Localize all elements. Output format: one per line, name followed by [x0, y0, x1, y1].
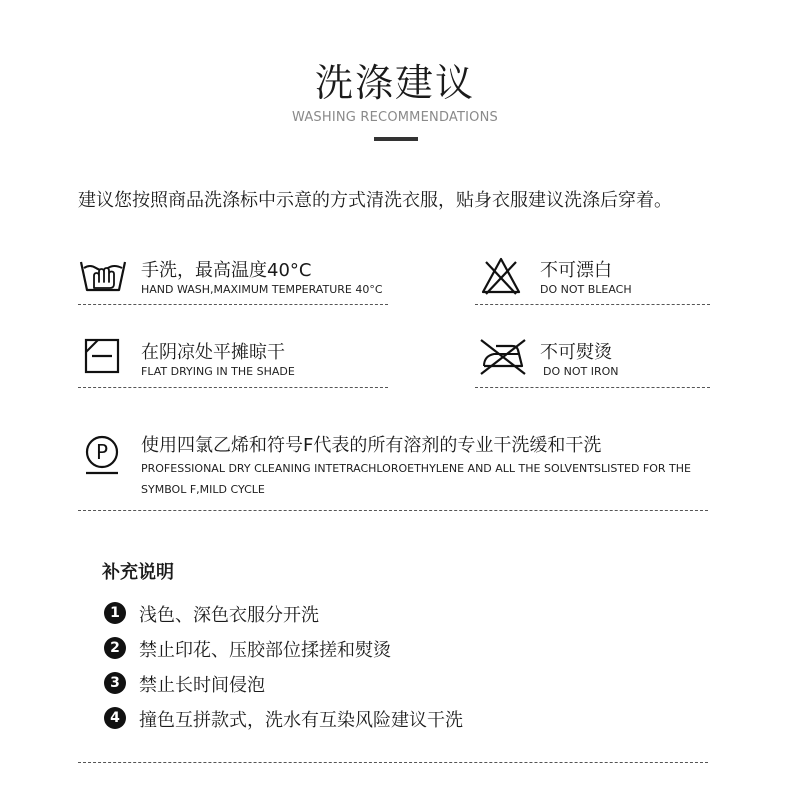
dry-clean-letter: P [95, 440, 109, 464]
intro-text: 建议您按照商品洗涤标中示意的方式清洗衣服，贴身衣服建议洗涤后穿着。 [78, 190, 672, 211]
flat-dry-shade-icon [84, 338, 120, 374]
page-subtitle: WASHING RECOMMENDATIONS [291, 110, 498, 125]
divider [78, 762, 708, 763]
supplement-item: 禁止长时间侵泡 [139, 675, 265, 696]
divider [475, 387, 710, 388]
hand-wash-icon [78, 254, 128, 296]
shade-dry-desc: FLAT DRYING IN THE SHADE [141, 365, 295, 378]
shade-dry-label: 在阴凉处平摊晾干 [141, 342, 285, 363]
no-iron-desc: DO NOT IRON [543, 365, 619, 378]
no-bleach-icon [480, 256, 522, 296]
divider [78, 387, 388, 388]
supplement-item: 浅色、深色衣服分开洗 [139, 605, 319, 626]
no-iron-label: 不可熨烫 [540, 342, 612, 363]
bullet-number: 3 [104, 672, 126, 694]
divider [78, 304, 388, 305]
page-title: 洗涤建议 [314, 61, 475, 105]
no-bleach-desc: DO NOT BLEACH [540, 283, 632, 296]
hand-wash-desc: HAND WASH,MAXIMUM TEMPERATURE 40°C [141, 283, 383, 296]
supplement-item: 撞色互拼款式，洗水有互染风险建议干洗 [139, 710, 463, 731]
bullet-number: 2 [104, 637, 126, 659]
dry-clean-desc-line1: PROFESSIONAL DRY CLEANING INTETRACHLOROETHYLENE AND ALL THE SOLVENTSLISTED FOR THE [141, 462, 691, 475]
bullet-number: 4 [104, 707, 126, 729]
dry-clean-label: 使用四氯乙烯和符号F代表的所有溶剂的专业干洗缓和干洗 [141, 435, 602, 456]
divider [475, 304, 710, 305]
no-bleach-label: 不可漂白 [540, 260, 612, 281]
dry-clean-p-icon [82, 434, 122, 476]
bullet-number: 1 [104, 602, 126, 624]
title-underline [374, 137, 418, 141]
dry-clean-desc-line2: SYMBOL F,MILD CYCLE [141, 483, 265, 496]
divider [78, 510, 708, 511]
supplement-title: 补充说明 [102, 562, 174, 583]
hand-wash-label: 手洗，最高温度40°C [141, 260, 312, 281]
supplement-item: 禁止印花、压胶部位揉搓和熨烫 [139, 640, 391, 661]
no-iron-icon [478, 336, 528, 376]
